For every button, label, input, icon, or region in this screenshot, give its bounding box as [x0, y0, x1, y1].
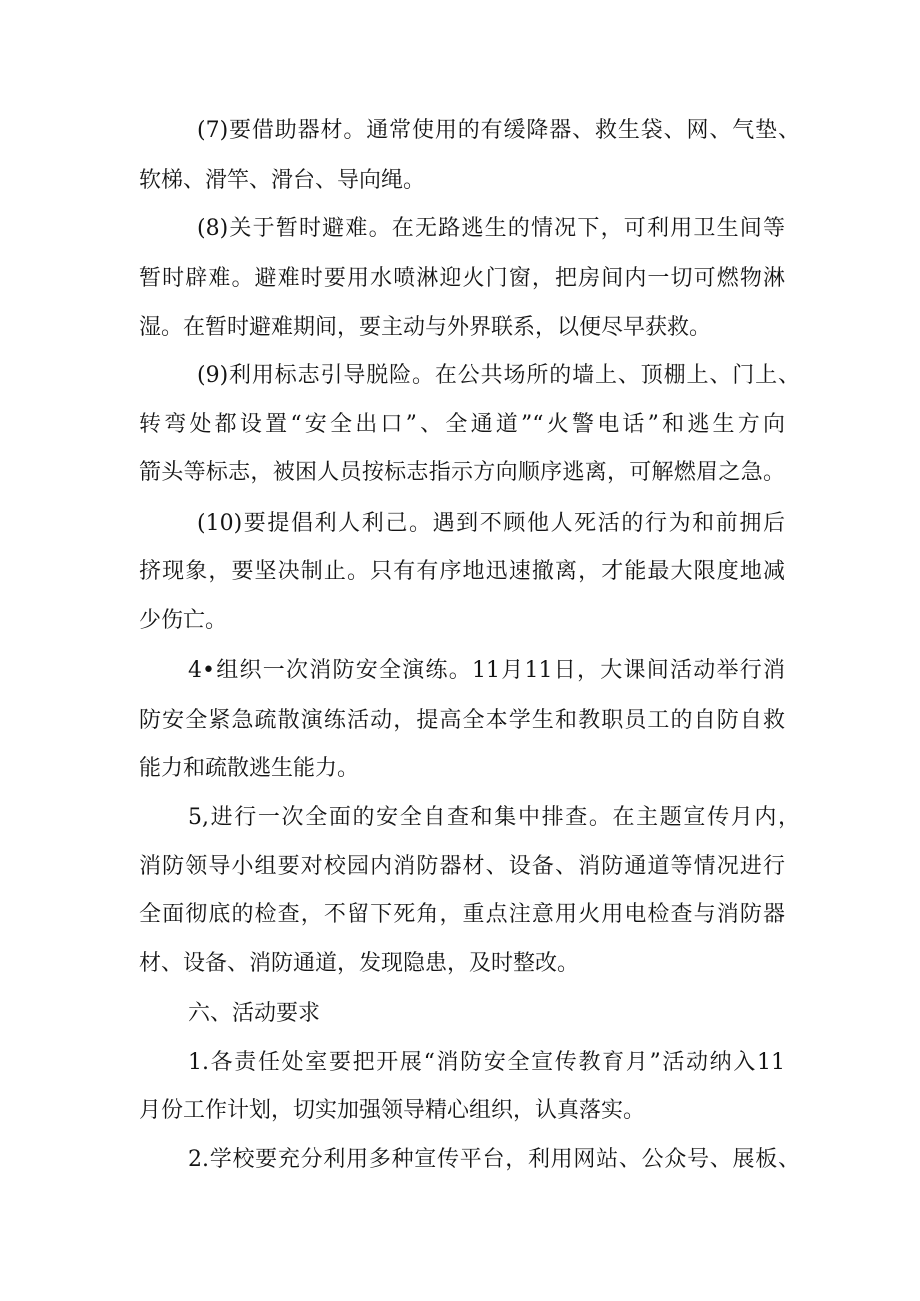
item-4-line-2: 防安全紧急疏散演练活动，提高全本学生和教职员工的自防自救 [139, 708, 785, 733]
item-5-line-4: 材、设备、消防通道，发现隐患，及时整改。 [139, 951, 580, 976]
requirement-1-line-2: 月份工作计划，切实加强领导精心组织，认真落实。 [139, 1098, 646, 1123]
paragraph-10-line-2: 挤现象，要坚决制止。只有有序地迅速撤离，才能最大限度地减 [139, 559, 785, 584]
paragraph-9-line-2: 转弯处都设置“安全出口”、全通道”“火警电话”和逃生方向 [139, 412, 785, 437]
section-heading-activity-requirements: 六、活动要求 [188, 1001, 321, 1026]
requirement-2-line-1: 2.学校要充分利用多种宣传平台，利用网站、公众号、展板、 [188, 1147, 800, 1172]
item-4-line-3: 能力和疏散逃生能力。 [139, 756, 360, 781]
paragraph-10-line-3: 少伤亡。 [139, 608, 228, 633]
requirement-1-line-1: 1.各责任处室要把开展“消防安全宣传教育月”活动纳入11 [188, 1050, 785, 1075]
paragraph-8-line-2: 暂时辟难。避难时要用水喷淋迎火门窗，把房间内一切可燃物淋 [139, 266, 785, 291]
paragraph-7-line-1: (7)要借助器材。通常使用的有缓降器、救生袋、网、气垫、 [197, 118, 800, 143]
paragraph-10-line-1: (10)要提倡利人利己。遇到不顾他人死活的行为和前拥后 [197, 511, 785, 536]
paragraph-9-line-3: 箭头等标志，被困人员按标志指示方向顺序逃离，可解燃眉之急。 [139, 460, 785, 485]
item-5-line-1: 5,进行一次全面的安全自查和集中排查。在主题宣传月内， [188, 805, 800, 830]
paragraph-8-line-3: 湿。在暂时避难期间，要主动与外界联系，以便尽早获救。 [139, 315, 712, 340]
item-4-line-1: 4•组织一次消防安全演练。11月11日，大课间活动举行消 [188, 658, 785, 683]
paragraph-9-line-1: (9)利用标志引导脱险。在公共场所的墙上、顶棚上、门上、 [197, 363, 800, 388]
item-5-line-3: 全面彻底的检查，不留下死角，重点注意用火用电检查与消防器 [139, 902, 785, 927]
paragraph-7-line-2: 软梯、滑竿、滑台、导向绳。 [139, 168, 426, 193]
item-5-line-2: 消防领导小组要对校园内消防器材、设备、消防通道等情况进行 [139, 854, 785, 879]
paragraph-8-line-1: (8)关于暂时避难。在无路逃生的情况下，可利用卫生间等 [197, 216, 785, 241]
